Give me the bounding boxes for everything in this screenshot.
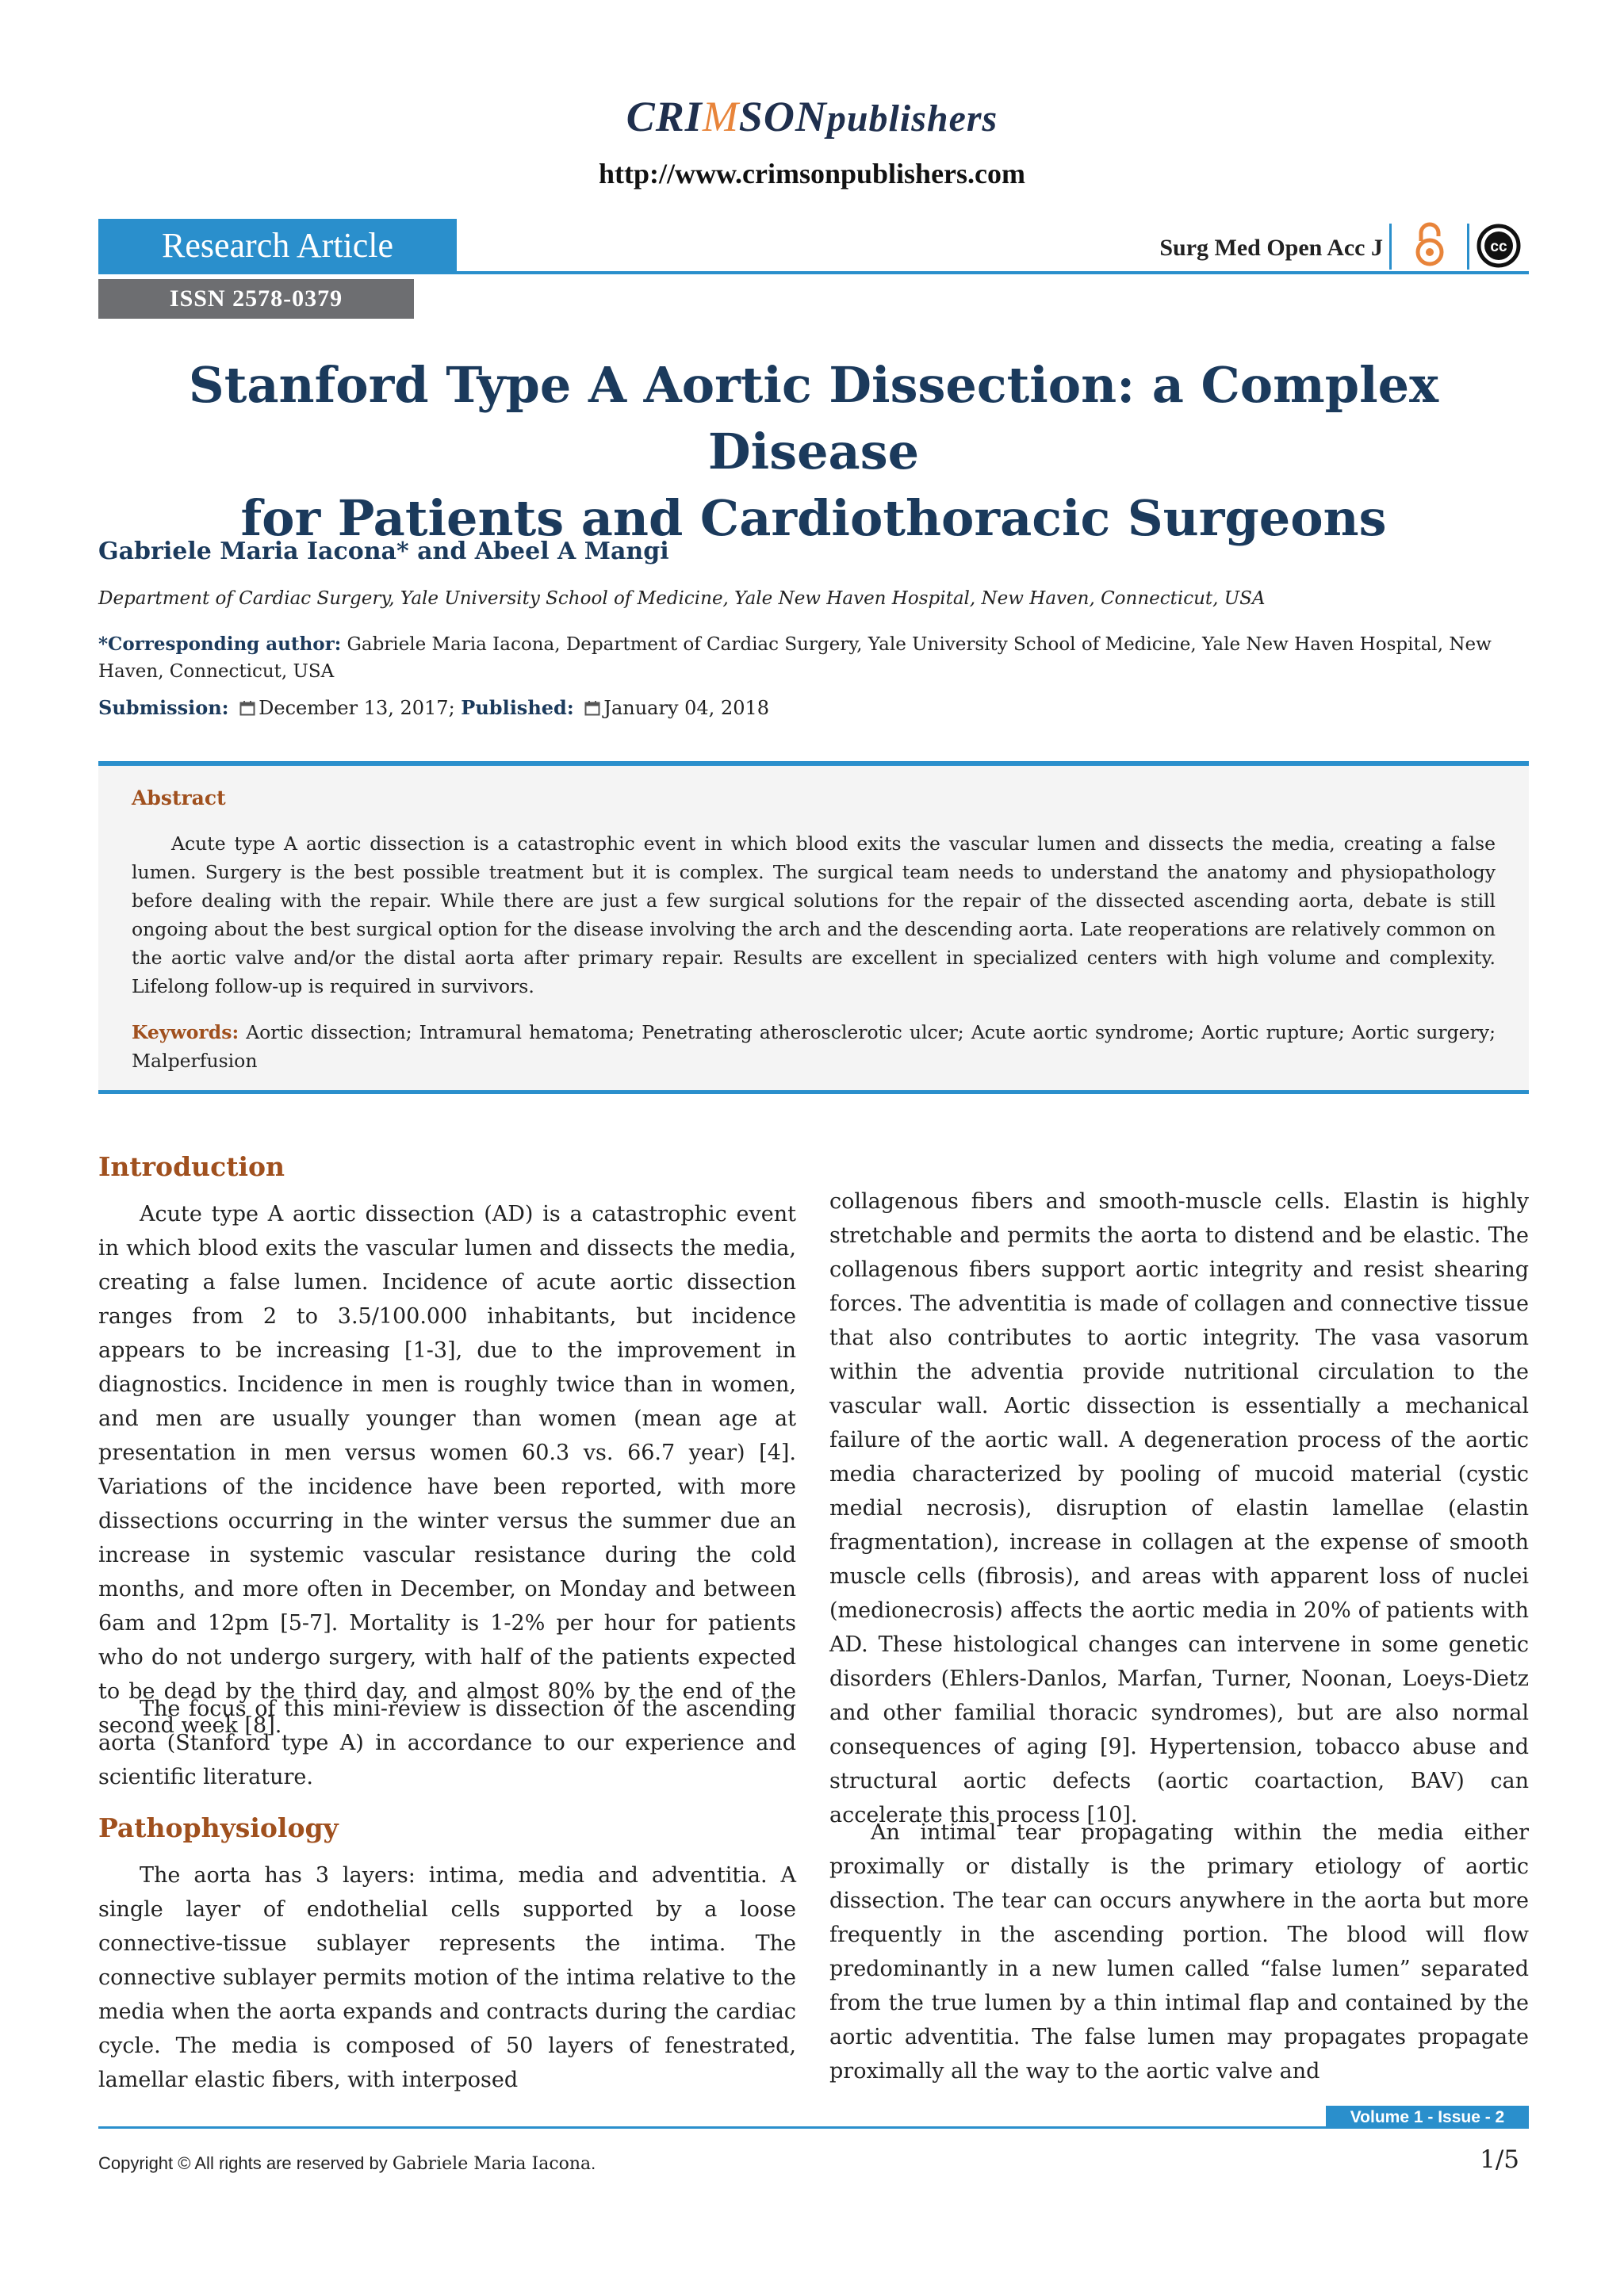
keywords-text: Aortic dissection; Intramural hematoma; Penetrating atherosclerotic ulcer; Acute aortic syndrome; Aortic rupture; Aortic surgery; Malperfusion [132, 1021, 1496, 1072]
journal-separator [1389, 224, 1392, 270]
issn-badge: ISSN 2578-0379 [98, 279, 414, 319]
title-line-2: for Patients and Cardiothoracic Surgeons [240, 489, 1387, 547]
published-label: Published: [461, 696, 574, 719]
affiliation: Department of Cardiac Surgery, Yale University School of Medicine, Yale New Haven Hospital, New Haven, Connecticut, USA [98, 588, 1266, 609]
journal-separator-2 [1467, 224, 1469, 270]
keywords-label: Keywords: [132, 1021, 239, 1043]
submission-label: Submission: [98, 696, 229, 719]
corresponding-label: *Corresponding author: [98, 633, 342, 655]
article-type-badge: Research Article [98, 219, 457, 273]
open-access-lock-icon [1410, 220, 1450, 268]
paragraph: The focus of this mini-review is dissection of the ascending aorta (Stanford type A) in accordance to our experience and scientific literature. [98, 1697, 796, 1789]
logo-text-1: CRI [626, 93, 703, 140]
logo-text-2: SON [738, 93, 827, 140]
intro-paragraph-2 [98, 1692, 796, 1794]
journal-name: Surg Med Open Acc J [1159, 235, 1383, 261]
article-title [98, 352, 1529, 552]
paragraph: collagenous fibers and smooth-muscle cells. Elastin is highly stretchable and permits the aorta to distend and be elastic. The collagenous fibers support aortic integrity and resist shearing forces. The adventitia is made of collagen and connective tissue that also contributes to aortic integrity. The vasa vasorum within the adventia provide nutritional circulation to the vascular wall. Aortic dissection is essentially a mechanical failure of the aortic wall. A degeneration process of the aortic media characterized by pooling of mucoid material (cystic medial necrosis), disruption of elastin lamellae (elastin fragmentation), increase in collagen at the expense of smooth muscle cells (fibrosis), and areas with apparent loss of nuclei (medionecrosis) affects the aortic media in 20% of patients with AD. These histological changes can intervene in some genetic disorders (Ehlers-Danlos, Marfan, Turner, Noonan, Loeys-Dietz and other familial thoracic syndromes), but are also normal consequences of aging [9]. Hypertension, tobacco abuse and structural aortic defects (aortic coartaction, BAV) can accelerate this process [10]. [829, 1189, 1529, 1827]
pathophysiology-heading: Pathophysiology [98, 1812, 339, 1843]
copyright-suffix: . [591, 2153, 596, 2173]
keywords [132, 1018, 1496, 1075]
title-line-1: Stanford Type A Aortic Dissection: a Complex Disease [188, 356, 1439, 480]
volume-issue-badge: Volume 1 - Issue - 2 [1326, 2106, 1529, 2129]
cc-icon-label: cc [1490, 239, 1507, 255]
abstract-text: Acute type A aortic dissection is a catastrophic event in which blood exits the vascular lumen and dissects the media, creating a false lumen. Surgery is the best possible treatment but it is complex. The surgical team needs to understand the anatomy and physiopathology before dealing with the repair. While there are just a few surgical solutions for the repair of the dissected ascending aorta, debate is still ongoing about the best surgical option for the disease involving the arch and the descending aorta. Late reoperations are relatively common on the aortic valve and/or the distal aorta after primary repair. Results are excellent in specialized centers with high volume and complexity. Lifelong follow-up is required in survivors. [132, 832, 1496, 997]
footer-rule [98, 2126, 1529, 2129]
logo-text-m: M [702, 93, 739, 140]
paragraph: The aorta has 3 layers: intima, media and adventitia. A single layer of endothelial cells supported by a loose connective-tissue sublayer represents the intima. The connective sublayer permits motion of the intima relative to the media when the aorta expands and contracts during the cardiac cycle. The media is composed of 50 layers of fenestrated, lamellar elastic fibers, with interposed [98, 1863, 796, 2092]
page-number: 1/5 [1480, 2145, 1519, 2174]
publisher-url[interactable]: http://www.crimsonpublishers.com [598, 158, 1026, 189]
logo-text-3: publishers [826, 98, 998, 140]
intro-paragraph-1 [98, 1197, 796, 1743]
introduction-heading: Introduction [98, 1151, 285, 1182]
dates [98, 696, 769, 721]
corresponding-text: Gabriele Maria Iacona, Department of Cardiac Surgery, Yale University School of Medicine, Yale New Haven Hospital, New Haven, Connecticut, USA [98, 634, 1492, 682]
copyright-prefix: Copyright © All rights are reserved by [98, 2153, 393, 2173]
col2-paragraph-1 [829, 1184, 1529, 1832]
paragraph: Acute type A aortic dissection (AD) is a catastrophic event in which blood exits the vascular lumen and dissects the media, creating a false lumen. Incidence of acute aortic dissection ranges from 2 to 3.5/100.000 inhabitants, but incidence appears to be increasing [1-3], due to the improvement in diagnostics. Incidence in men is roughly twice than in women, and men are usually younger than women (mean age at presentation in men versus women 60.3 vs. 66.7 year) [4]. Variations of the incidence have been reported, with more dissections occurring in the winter versus the summer due an increase in systemic vascular resistance during the cold months, and more often in December, on Monday and between 6am and 12pm [5-7]. Mortality is 1-2% per hour for patients who do not undergo surgery, with half of the patients expected to be dead by the third day, and almost 80% by the end of the second week [8]. [98, 1202, 796, 1738]
calendar-icon [239, 698, 255, 721]
abstract-heading: Abstract [132, 786, 226, 809]
creative-commons-icon [1477, 224, 1521, 268]
submission-date: December 13, 2017; [259, 697, 455, 719]
copyright [98, 2153, 596, 2174]
corresponding-author [98, 631, 1529, 685]
publisher-logo [0, 92, 1624, 141]
calendar-icon [584, 698, 600, 721]
patho-paragraph-1 [98, 1858, 796, 2097]
paragraph: An intimal tear propagating within the media either proximally or distally is the primary etiology of aortic dissection. The tear can occurs anywhere in the aorta but more frequently in the ascending portion. The blood will flow predominantly in a new lumen called “false lumen” separated from the true lumen by a thin intimal flap and contained by the aortic adventitia. The false lumen may propagates propagate proximally all the way to the aortic valve and [829, 1820, 1529, 2084]
copyright-name: Gabriele Maria Iacona [392, 2154, 592, 2174]
authors: Gabriele Maria Iacona* and Abeel A Mangi [98, 538, 669, 565]
col2-paragraph-2 [829, 1816, 1529, 2088]
published-date: January 04, 2018 [603, 697, 770, 719]
